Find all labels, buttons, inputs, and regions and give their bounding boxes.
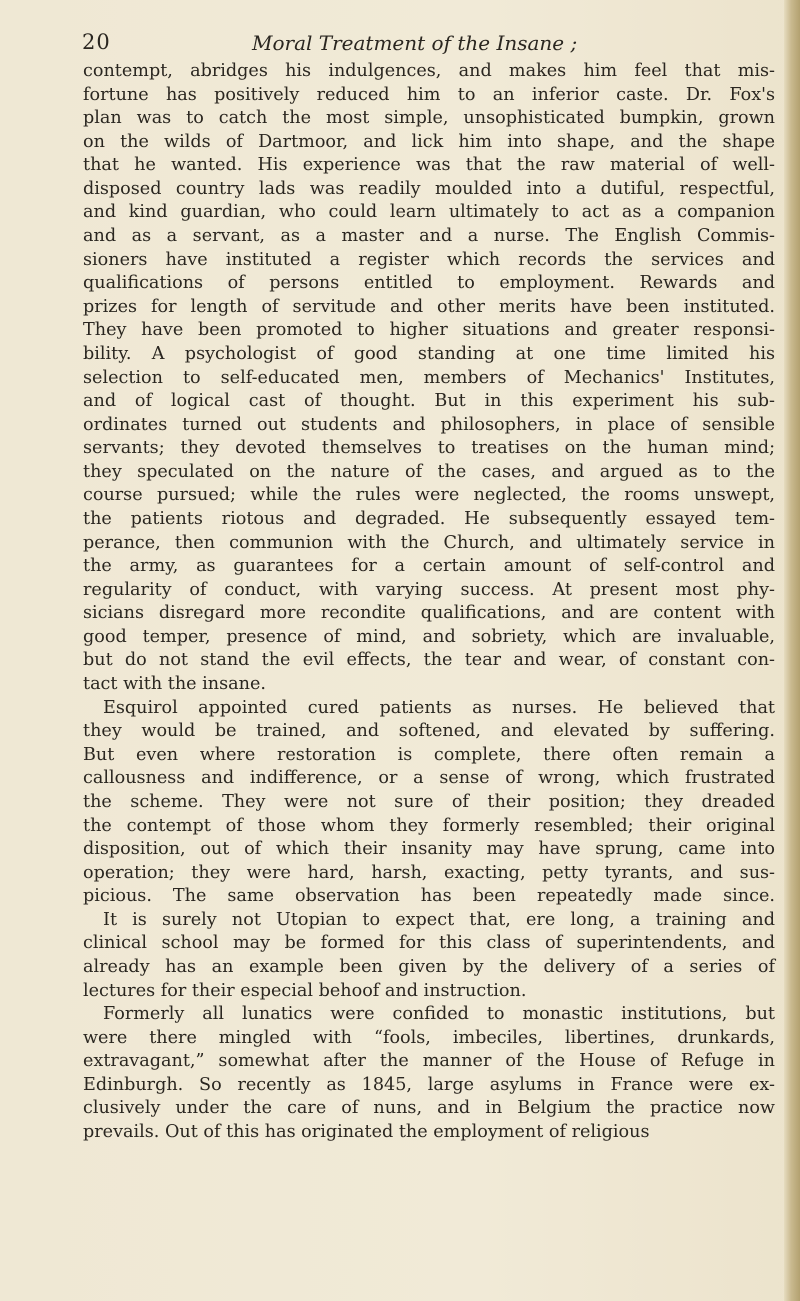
text-line: the contempt of those whom they formerly resembled; their original [83,815,775,836]
text-line: plan was to catch the most simple, unsophisticated bumpkin, grown [83,108,775,129]
text-line: and of logical cast of thought. But in this experiment his sub- [83,391,775,412]
text-line: But even where restoration is complete, there often remain a [83,744,775,765]
text-line: Edinburgh. So recently as 1845, large asylums in France were ex- [83,1074,775,1095]
text-line: Formerly all lunatics were confided to monastic institutions, but [103,1004,775,1025]
text-line: contempt, abridges his indulgences, and makes him feel that mis- [83,61,775,81]
text-line: disposition, out of which their insanity may have sprung, came into [83,839,775,860]
text-line: sicians disregard more recondite qualifications, and are content with [83,603,775,624]
text-line: picious. The same observation has been repeatedly made since. [83,886,775,907]
text-line: qualifications of persons entitled to employment. Rewards and [83,273,775,294]
page-header [82,30,762,58]
page-number: 20 [82,30,111,54]
text-line: tact with the insane. [83,674,266,695]
text-line: bility. A psychologist of good standing at one time limited his [83,343,775,364]
text-line: the patients riotous and degraded. He subsequently essayed tem- [83,508,775,529]
text-line: extravagant,” somewhat after the manner of the House of Refuge in [83,1051,775,1072]
text-line: they speculated on the nature of the cases, and argued as to the [83,461,775,482]
text-line: but do not stand the evil effects, the tear and wear, of constant con- [83,650,775,671]
running-head: Moral Treatment of the Insane ; [252,31,578,55]
text-line: ordinates turned out students and philosophers, in place of sensible [83,414,775,435]
text-line: the army, as guarantees for a certain amount of self-control and [83,556,775,577]
text-line: the scheme. They were not sure of their position; they dreaded [83,791,775,812]
text-line: regularity of conduct, with varying success. At present most phy- [83,579,775,600]
text-line: sioners have instituted a register which records the services and [83,249,775,270]
text-line: and kind guardian, who could learn ultimately to act as a companion [83,202,775,223]
text-line: They have been promoted to higher situations and greater responsi- [83,320,775,341]
text-line: It is surely not Utopian to expect that, ere long, a training and [103,909,775,930]
text-line: clusively under the care of nuns, and in Belgium the practice now [83,1098,775,1119]
text-line: course pursued; while the rules were neglected, the rooms unswept, [83,485,775,506]
text-line: Esquirol appointed cured patients as nurses. He believed that [103,697,775,718]
text-line: were there mingled with “fools, imbeciles, libertines, drunkards, [83,1027,775,1048]
text-line: and as a servant, as a master and a nurse. The English Commis- [83,226,775,247]
text-line: callousness and indifference, or a sense of wrong, which frustrated [83,768,775,789]
text-line: on the wilds of Dartmoor, and lick him into shape, and the shape [83,131,775,152]
text-line: prizes for length of servitude and other merits have been instituted. [83,296,775,317]
text-line: good temper, presence of mind, and sobriety, which are invaluable, [83,626,775,647]
text-line: perance, then communion with the Church, and ultimately service in [83,532,775,553]
text-line: selection to self-educated men, members of Mechanics' Institutes, [83,367,775,388]
page-edge [784,0,800,1301]
text-line: servants; they devoted themselves to treatises on the human mind; [83,438,775,459]
text-line: lectures for their especial behoof and instruction. [83,980,527,1001]
text-line: prevails. Out of this has originated the employment of religious [83,1122,650,1143]
text-line: clinical school may be formed for this class of superintendents, and [83,933,775,954]
text-line: they would be trained, and softened, and elevated by suffering. [83,721,775,742]
text-line: operation; they were hard, harsh, exacting, petty tyrants, and sus- [83,862,775,883]
text-line: that he wanted. His experience was that the raw material of well- [83,155,775,176]
text-line: fortune has positively reduced him to an inferior caste. Dr. Fox's [83,84,775,105]
text-line: already has an example been given by the delivery of a series of [83,956,775,977]
body-text [83,60,783,1145]
text-line: disposed country lads was readily moulded into a dutiful, respectful, [83,178,775,199]
